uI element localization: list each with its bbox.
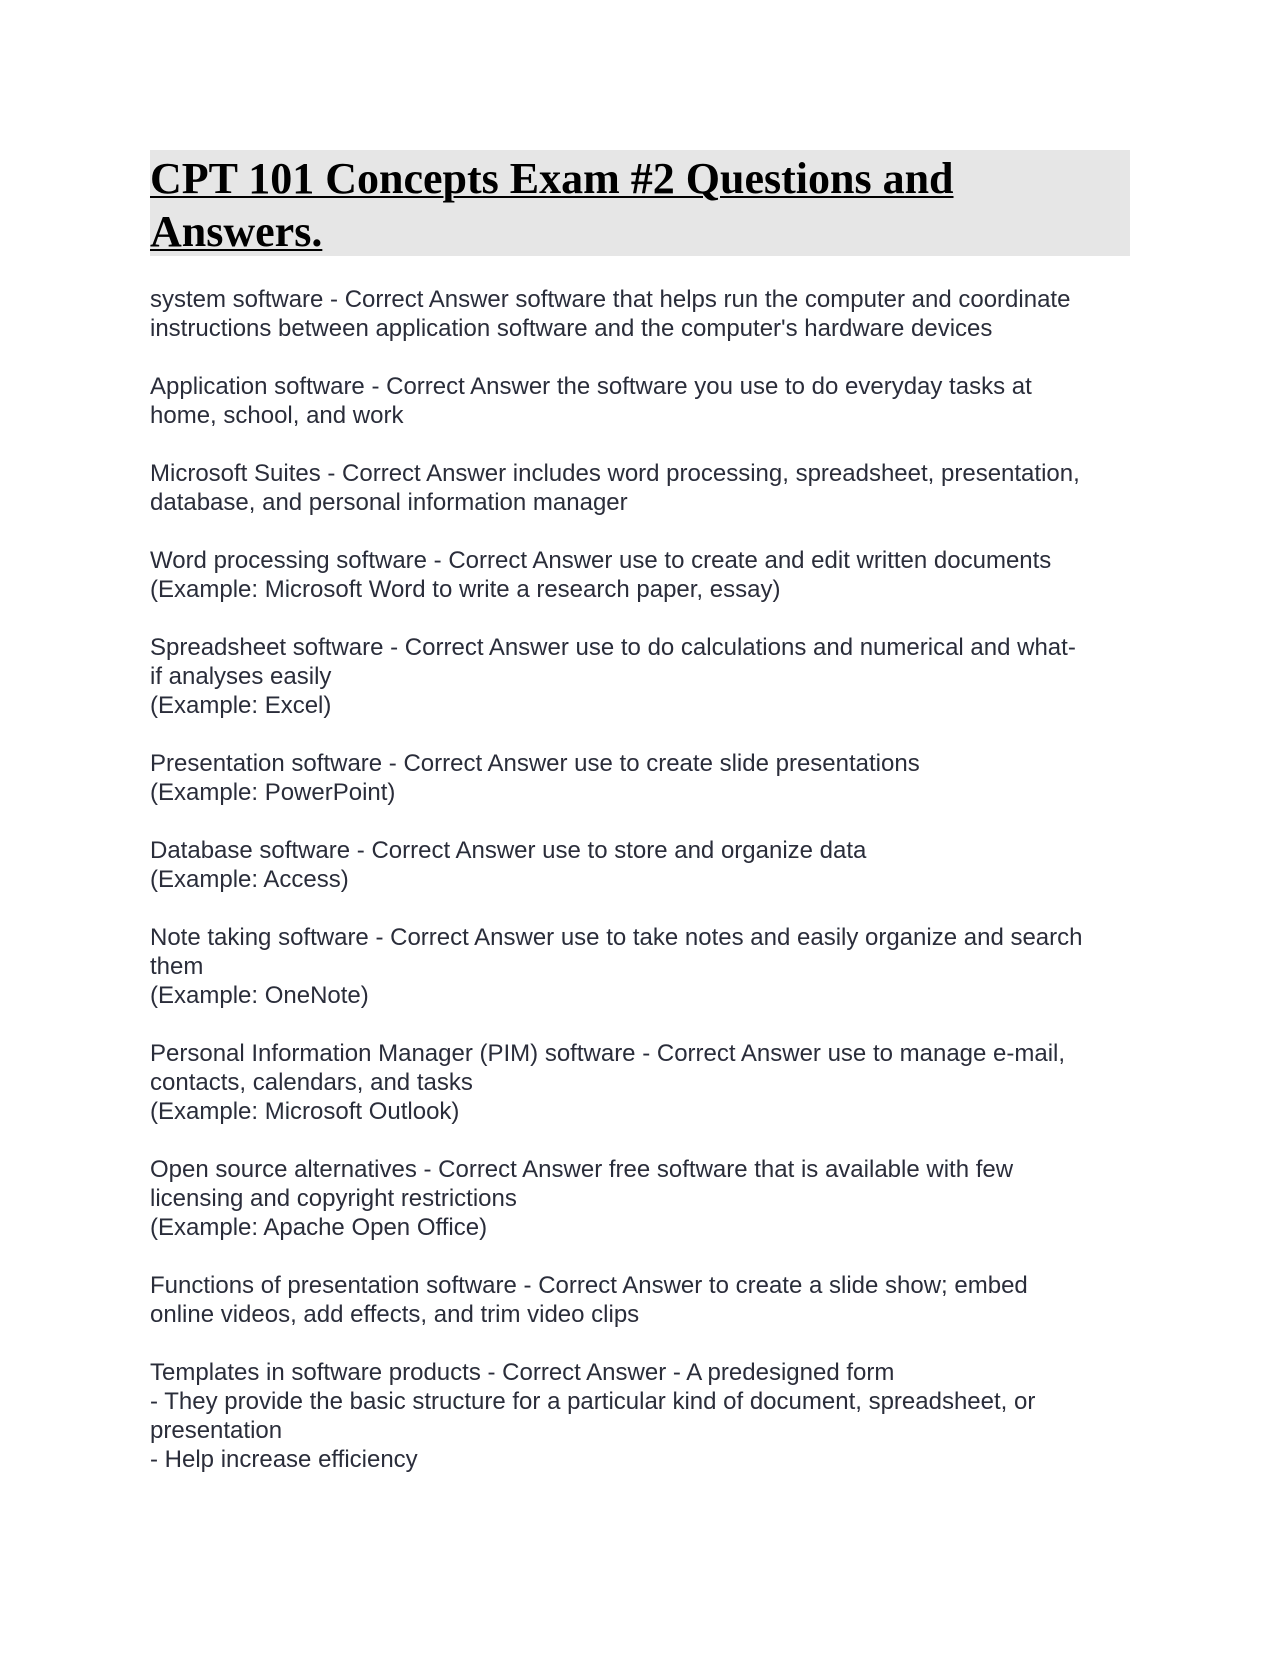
qa-entry-line: (Example: Access): [150, 866, 349, 893]
qa-entry-line: Presentation software - Correct Answer use to create slide presentations: [150, 750, 920, 777]
qa-entry: [150, 749, 1130, 807]
qa-entry: [150, 1155, 1130, 1242]
qa-entry-line: if analyses easily: [150, 663, 332, 690]
qa-entry-line: - They provide the basic structure for a particular kind of document, spreadsheet, or: [150, 1388, 1036, 1415]
qa-entry-line: contacts, calendars, and tasks: [150, 1069, 473, 1096]
qa-entry-line: Microsoft Suites - Correct Answer includes word processing, spreadsheet, presentation,: [150, 460, 1080, 487]
qa-entry: [150, 1271, 1130, 1329]
qa-entry-line: Personal Information Manager (PIM) software - Correct Answer use to manage e-mail,: [150, 1040, 1066, 1067]
qa-entry: [150, 459, 1130, 517]
qa-entry-line: presentation: [150, 1417, 283, 1444]
qa-entry-line: Templates in software products - Correct Answer - A predesigned form: [150, 1359, 895, 1386]
qa-entry: [150, 923, 1130, 1010]
title-line-1: CPT 101 Concepts Exam #2 Questions and: [150, 154, 954, 203]
qa-entry-line: instructions between application software and the computer's hardware devices: [150, 315, 993, 342]
qa-entry-line: (Example: Microsoft Word to write a research paper, essay): [150, 576, 781, 603]
qa-entry-line: Spreadsheet software - Correct Answer use to do calculations and numerical and what-: [150, 634, 1076, 661]
qa-entry: [150, 633, 1130, 720]
qa-entry-line: Word processing software - Correct Answer use to create and edit written documents: [150, 547, 1052, 574]
qa-entry-line: Database software - Correct Answer use to store and organize data: [150, 837, 867, 864]
qa-entry-line: Note taking software - Correct Answer use to take notes and easily organize and search: [150, 924, 1083, 951]
qa-entry-line: them: [150, 953, 204, 980]
qa-entry: [150, 285, 1130, 343]
qa-entry-line: (Example: Excel): [150, 692, 332, 719]
qa-entry-line: Application software - Correct Answer the software you use to do everyday tasks at: [150, 373, 1032, 400]
qa-entry-line: licensing and copyright restrictions: [150, 1185, 517, 1212]
document-title: [150, 152, 1130, 258]
qa-entry-line: Functions of presentation software - Correct Answer to create a slide show; embed: [150, 1272, 1028, 1299]
qa-entry: [150, 1358, 1130, 1474]
qa-entry: [150, 372, 1130, 430]
qa-entry: [150, 546, 1130, 604]
qa-entry-line: (Example: PowerPoint): [150, 779, 396, 806]
qa-entry-line: home, school, and work: [150, 402, 404, 429]
title-line-2: Answers.: [150, 207, 323, 256]
qa-entry: [150, 1039, 1130, 1126]
qa-entry-line: (Example: Microsoft Outlook): [150, 1098, 460, 1125]
document-page: [150, 150, 1130, 1503]
qa-entry-line: online videos, add effects, and trim video clips: [150, 1301, 640, 1328]
qa-list: [150, 285, 1130, 1474]
title-block: [150, 150, 1130, 256]
qa-entry-line: - Help increase efficiency: [150, 1446, 418, 1473]
qa-entry-line: Open source alternatives - Correct Answer free software that is available with few: [150, 1156, 1014, 1183]
qa-entry-line: system software - Correct Answer software that helps run the computer and coordinate: [150, 286, 1071, 313]
qa-entry-line: (Example: OneNote): [150, 982, 369, 1009]
qa-entry: [150, 836, 1130, 894]
qa-entry-line: (Example: Apache Open Office): [150, 1214, 488, 1241]
qa-entry-line: database, and personal information manager: [150, 489, 628, 516]
